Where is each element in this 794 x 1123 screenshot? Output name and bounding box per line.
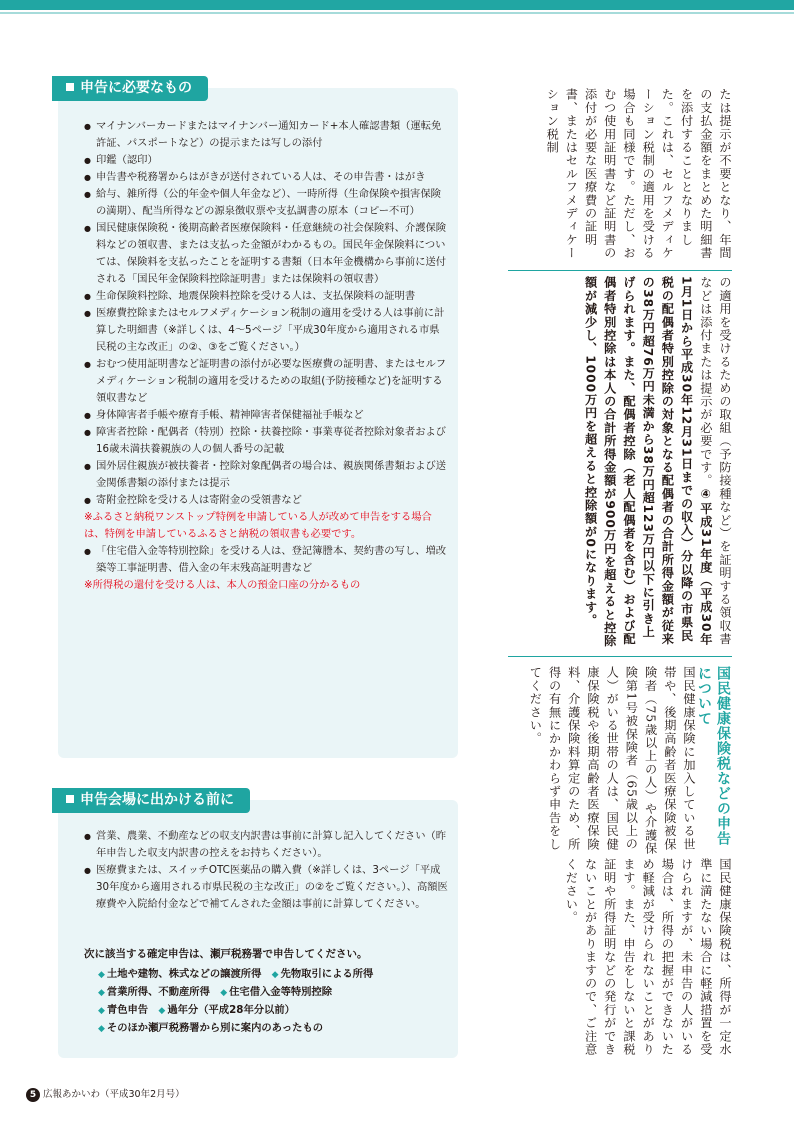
option-item: 住宅借入金等特別控除 <box>229 986 333 998</box>
diamond-icon: ◆ <box>98 988 105 998</box>
right-paragraph-1b: たは提示が不要となり、年間の支払金額をまとめた明細書を添付することとなりました。これは、セルフメディケーション税制の適用を受ける場合も同様です。ただし、おむつ使用証明書など証明書の添付が必要な医療費の証明書、またはセルフメディケーション税制 <box>545 88 732 260</box>
note-item: ※所得税の還付を受ける人は、本人の預金口座の分かるもの <box>84 579 361 591</box>
divider <box>508 270 732 271</box>
list-item: ● 医療費または、スイッチOTC医薬品の購入費（※詳しくは、3ページ「平成30年度から適用される市県民税の主な改正」の②をご覧ください。）、高額医療費や入院給付金などで補てんされた金額は事前に計算してください。 <box>84 862 448 913</box>
right-paragraph-2: の適用を受けるための取組（予防接種など）を証明する領収書などは添付または提示が必要です。④平成31年度（平成30年1月1日から平成30年12月31日までの収入）分以降の市県民税の配偶者特別控除の対象となる配偶者の合計所得金額が従来の38万円超76万円未満から38万円超123万円以下に引き上げられます。また、配偶者控除（老人配偶者を含む）および配偶者特別控除は本人の合計所得金額が900万円を超えると控除額が減少し、1000万円を超えると控除額が0になります。 <box>583 276 732 648</box>
list-item: ● 給与、雑所得（公的年金や個人年金など）、一時所得（生命保険や損害保険の満期）、配当所得などの源泉徴収票や支払調書の原本（コピー不可） <box>84 186 448 220</box>
diamond-icon: ◆ <box>271 970 279 980</box>
tax-office-intro: 次に該当する確定申告は、瀬戸税務署で申告してください。 <box>84 948 368 960</box>
publication-name: 広報あかいわ（平成30年2月号） <box>43 1089 185 1100</box>
page-number: 5 <box>26 1088 40 1102</box>
before-visit-list <box>84 828 448 913</box>
list-item: ● 申告書や税務署からはがきが送付されている人は、その申告書・はがき <box>84 169 448 186</box>
list-item: ● 国外居住親族が被扶養者・控除対象配偶者の場合は、親族関係書類および送金関係書類の添付または提示 <box>84 458 448 492</box>
section-heading: 国民健康保険税などの申告について <box>696 666 731 846</box>
right-paragraph-4: 国民健康保険税は、所得が一定水準に満たない場合に軽減措置を受けられますが、未申告の人がいる場合は、所得の把握ができないため軽減が受けられないことがあります。また、申告をしないと課税証明や所得証明などの発行ができないことがありますので、ご注意ください。 <box>564 858 732 1056</box>
page-footer <box>26 1086 185 1102</box>
tax-office-options <box>98 966 373 1038</box>
option-item: 過年分（平成28年分以前） <box>167 1004 295 1016</box>
list-item: ● 国民健康保険税・後期高齢者医療保険料・任意継続の社会保険料、介護保険料などの領収書、または支払った金額がわかるもの。国民年金保険料については、保険料を支払ったことを証明する書類（日本年金機構から事前に送付される「国民年金保険料控除証明書」または保険料の領収書） <box>84 220 448 288</box>
square-icon <box>66 795 74 803</box>
list-item: ● 寄附金控除を受ける人は寄附金の受領書など <box>84 492 448 509</box>
list-item: ● 「住宅借入金等特別控除」を受ける人は、登記簿謄本、契約書の写し、増改築等工事証明書、借入金の年末残高証明書など <box>84 543 448 577</box>
before-visit-heading: 申告会場に出かける前に <box>52 788 250 813</box>
top-banner-line <box>0 12 794 14</box>
diamond-icon: ◆ <box>98 1006 105 1016</box>
square-icon <box>66 83 74 91</box>
list-item: ● 身体障害者手帳や療育手帳、精神障害者保健福祉手帳など <box>84 407 448 424</box>
option-item: 土地や建物、株式などの譲渡所得 <box>106 968 262 980</box>
option-item: 先物取引による所得 <box>280 968 374 980</box>
note-item: ※ふるさと納税ワンストップ特例を申請している人が改めて申告をする場合は、特例を申請しているふるさと納税の領収書も必要です。 <box>84 511 432 540</box>
top-banner <box>0 0 794 10</box>
right-paragraph-3: 国民健康保険に加入している世帯や、後期高齢者医療保険被保険者（75歳以上の人）や介護保険第1号被保険者（65歳以上の人）がいる世帯の人は、国民健康保険税や後期高齢者医療保険料、介護保険料算定のため、所得の有無にかかわらず申告をしてください。 <box>528 666 696 856</box>
divider <box>508 656 732 657</box>
list-item: ● おむつ使用証明書など証明書の添付が必要な医療費の証明書、またはセルフメディケーション税制の適用を受けるための取組(予防接種など)を証明する領収書など <box>84 356 448 407</box>
diamond-icon: ◆ <box>98 1024 105 1034</box>
option-item: そのほか瀬戸税務署から別に案内のあったもの <box>106 1022 324 1034</box>
before-visit-box <box>58 792 458 1058</box>
list-item: ● マイナンバーカードまたはマイナンバー通知カード+本人確認書類（運転免許証、パスポートなど）の提示または写しの添付 <box>84 118 448 152</box>
list-item: ● 障害者控除・配偶者（特別）控除・扶養控除・事業専従者控除対象者および16歳未満扶養親族の人の個人番号の記載 <box>84 424 448 458</box>
diamond-icon: ◆ <box>158 1006 166 1016</box>
required-items-box <box>58 80 458 758</box>
diamond-icon: ◆ <box>98 970 105 980</box>
option-item: 青色申告 <box>106 1004 149 1016</box>
list-item: ● 営業、農業、不動産などの収支内訳書は事前に計算し記入してください（昨年申告した収支内訳書の控えをお持ちください）。 <box>84 828 448 862</box>
list-item: ● 医療費控除またはセルフメディケーション税制の適用を受ける人は事前に計算した明細書（※詳しくは、4～5ページ「平成30年度から適用される市県民税の主な改正」の②、③をご覧ください。） <box>84 305 448 356</box>
diamond-icon: ◆ <box>220 988 228 998</box>
required-items-list <box>84 118 448 594</box>
option-item: 営業所得、不動産所得 <box>106 986 210 998</box>
required-items-heading: 申告に必要なもの <box>52 76 208 101</box>
list-item: ● 生命保険料控除、地震保険料控除を受ける人は、支払保険料の証明書 <box>84 288 448 305</box>
list-item: ● 印鑑（認印） <box>84 152 448 169</box>
